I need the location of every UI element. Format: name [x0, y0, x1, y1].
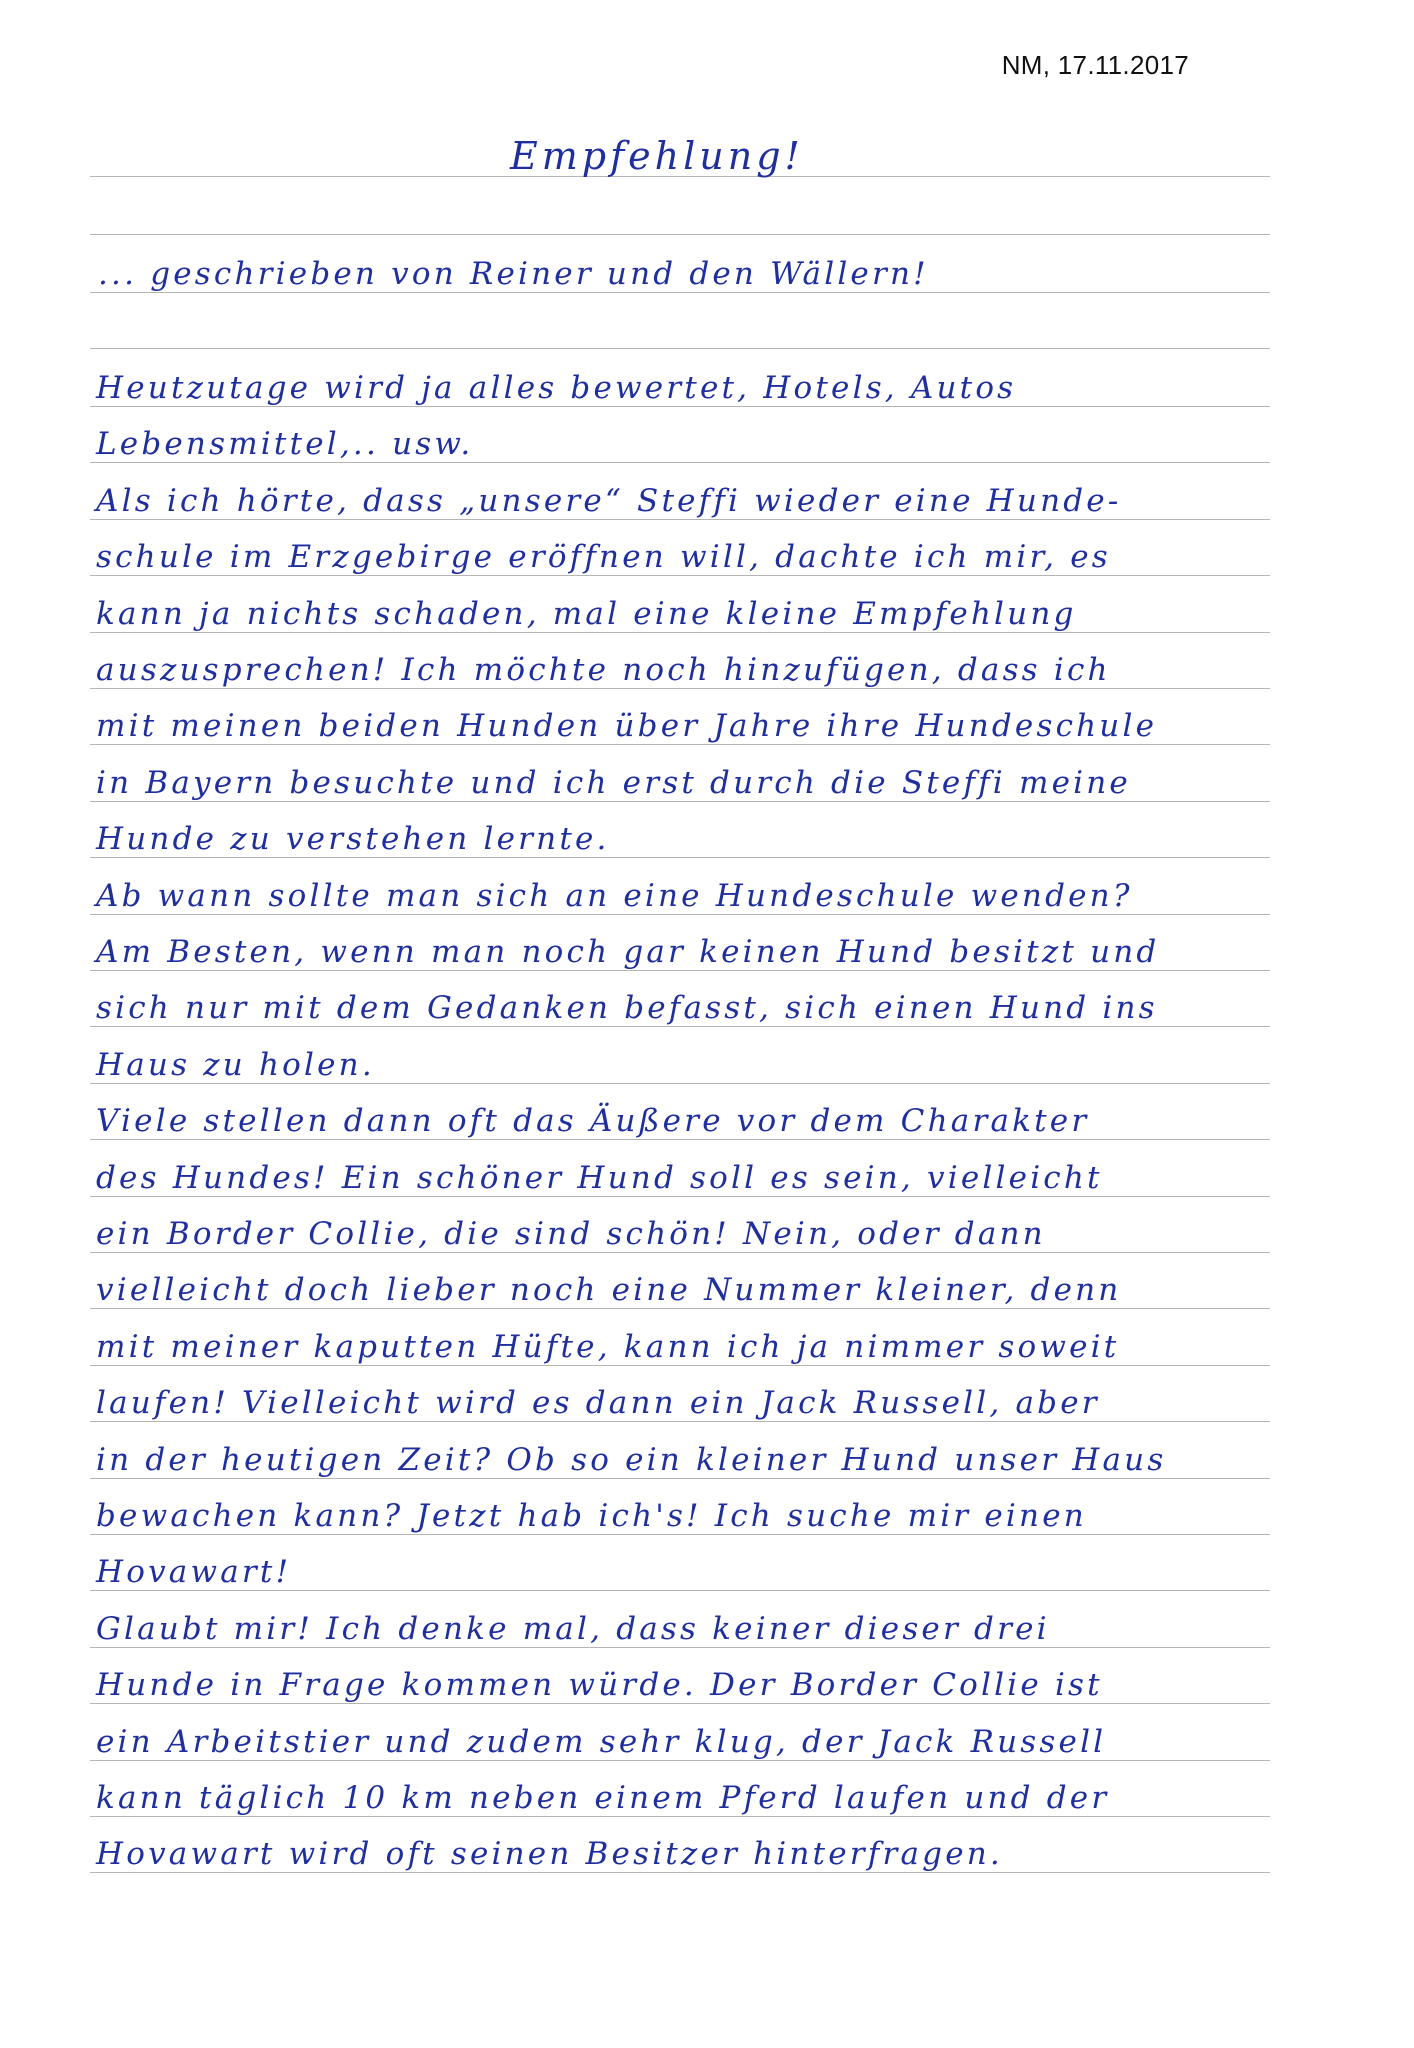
letter-line: sich nur mit dem Gedanken befasst, sich einen Hund ins: [96, 990, 1158, 1026]
letter-line: Hovawart!: [96, 1554, 292, 1590]
ruled-line: [90, 234, 1270, 235]
letter-line: Hunde zu verstehen lernte.: [96, 821, 610, 857]
letter-line: des Hundes! Ein schöner Hund soll es sein, vielleicht: [96, 1160, 1103, 1196]
letter-title: Empfehlung!: [510, 134, 804, 178]
letter-line: Als ich hörte, dass „unsere“ Steffi wieder eine Hunde-: [96, 483, 1122, 519]
letter-line: Ab wann sollte man sich an eine Hundeschule wenden?: [96, 878, 1133, 914]
letter-line: ein Border Collie, die sind schön! Nein, oder dann: [96, 1216, 1046, 1252]
letter-line: Glaubt mir! Ich denke mal, dass keiner dieser drei: [96, 1611, 1050, 1647]
letter-line: mit meiner kaputten Hüfte, kann ich ja nimmer soweit: [96, 1329, 1120, 1365]
letter-line: schule im Erzgebirge eröffnen will, dachte ich mir, es: [96, 539, 1111, 575]
letter-line: bewachen kann? Jetzt hab ich's! Ich suche mir einen: [96, 1498, 1087, 1534]
letter-line: vielleicht doch lieber noch eine Nummer kleiner, denn: [96, 1272, 1122, 1308]
letter-line: Heutzutage wird ja alles bewertet, Hotels, Autos: [96, 370, 1017, 406]
letter-line: Lebensmittel,.. usw.: [96, 426, 474, 462]
letter-line: Hunde in Frage kommen würde. Der Border Collie ist: [96, 1667, 1103, 1703]
letter-line: auszusprechen! Ich möchte noch hinzufügen, dass ich: [96, 652, 1111, 688]
letter-line: in der heutigen Zeit? Ob so ein kleiner Hund unser Haus: [96, 1442, 1167, 1478]
letter-line: kann ja nichts schaden, mal eine kleine Empfehlung: [96, 596, 1077, 632]
letter-line: Hovawart wird oft seinen Besitzer hinterfragen.: [96, 1836, 1003, 1872]
letter-line: laufen! Vielleicht wird es dann ein Jack Russell, aber: [96, 1385, 1100, 1421]
letter-line: Viele stellen dann oft das Äußere vor dem Charakter: [96, 1103, 1090, 1139]
ruled-line: [90, 348, 1270, 349]
date-stamp: NM, 17.11.2017: [1001, 50, 1189, 80]
letter-line: ein Arbeitstier und zudem sehr klug, der Jack Russell: [96, 1724, 1107, 1760]
letter-line: Am Besten, wenn man noch gar keinen Hund besitzt und: [96, 934, 1160, 970]
letter-subtitle: ... geschrieben von Reiner und den Wällern!: [98, 256, 929, 292]
letter-line: mit meinen beiden Hunden über Jahre ihre Hundeschule: [96, 708, 1158, 744]
letter-line: kann täglich 10 km neben einem Pferd laufen und der: [96, 1780, 1110, 1816]
letter-line: Haus zu holen.: [96, 1047, 375, 1083]
letter-line: in Bayern besuchte und ich erst durch die Steffi meine: [96, 765, 1131, 801]
